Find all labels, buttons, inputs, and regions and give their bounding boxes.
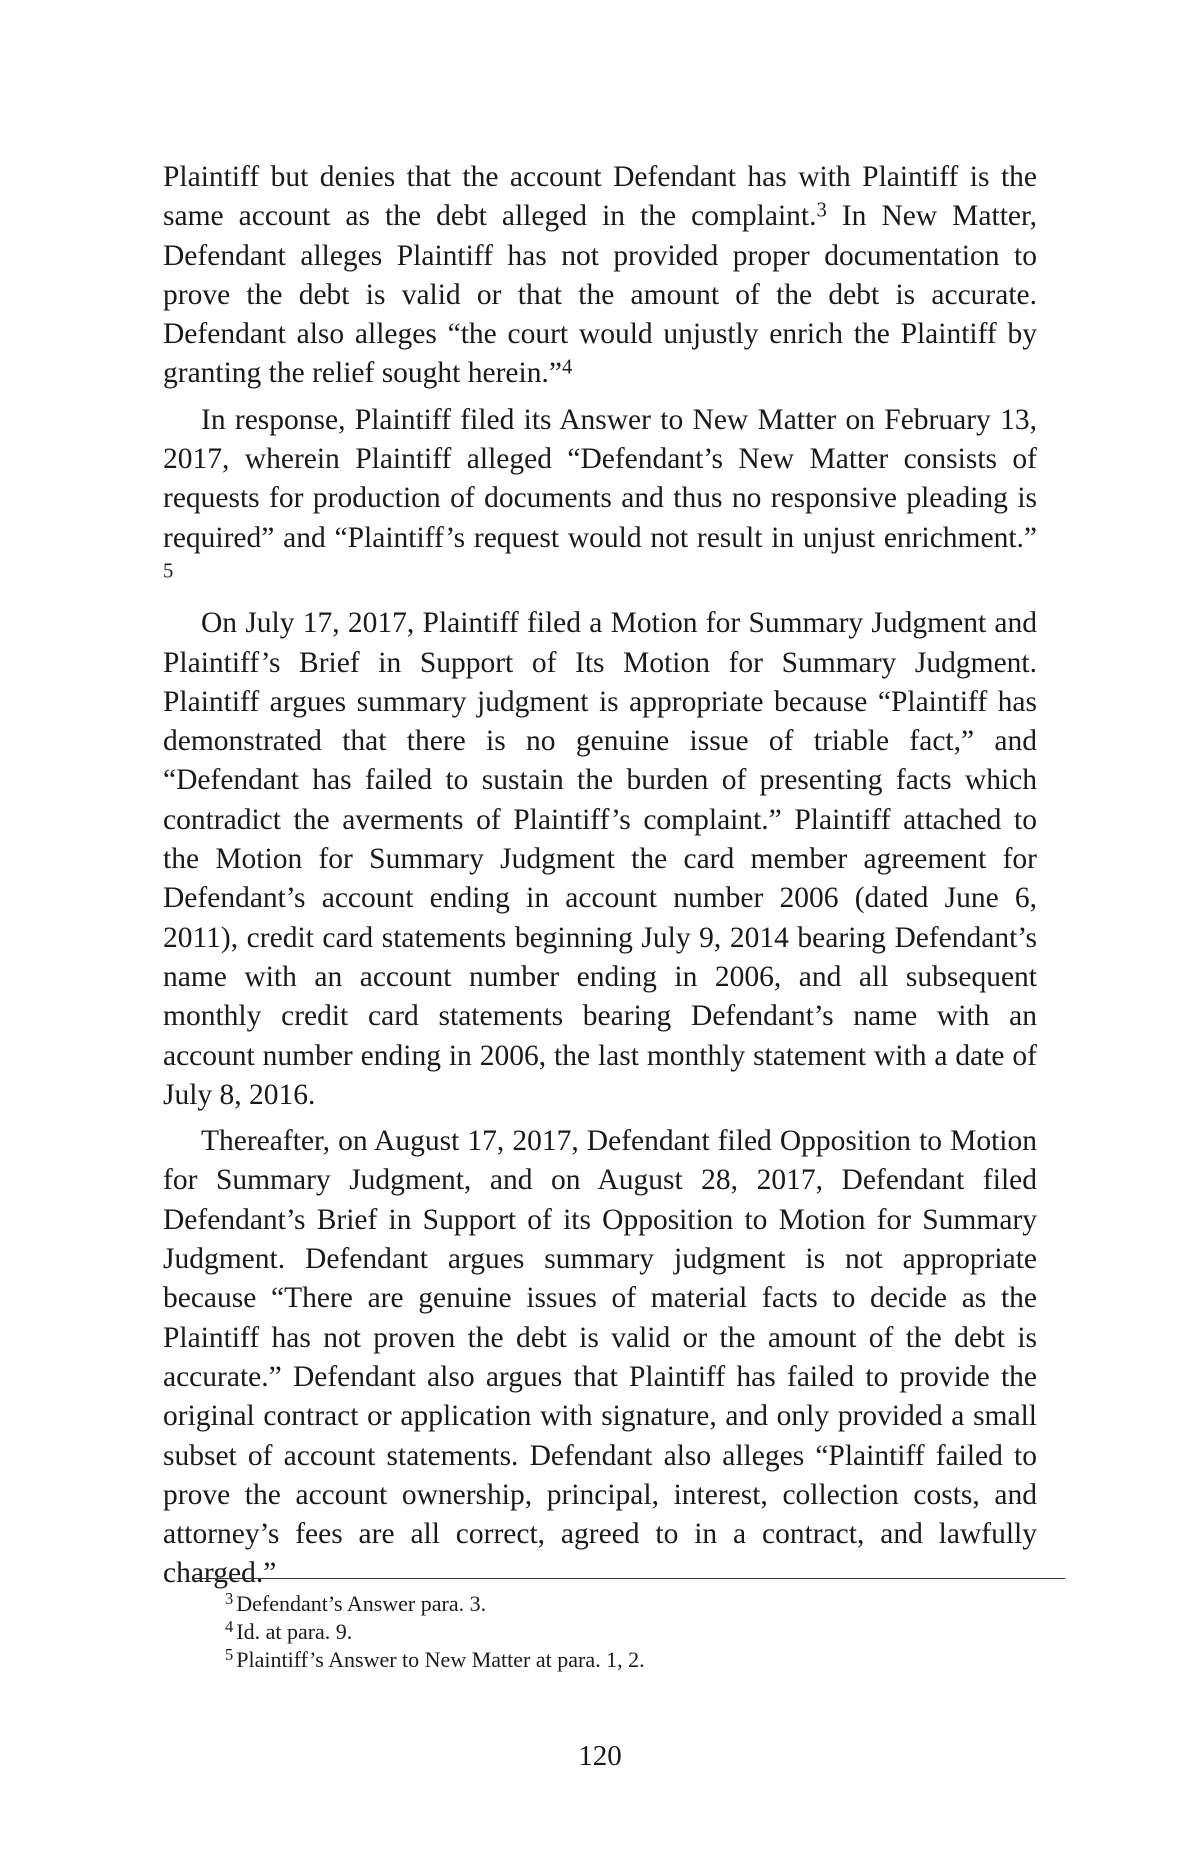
- footnote-number: 5: [225, 1645, 234, 1665]
- footnote: [225, 1618, 1055, 1646]
- paragraph-text: Thereafter, on August 17, 2017, Defendant filed Opposition to Motion for Summary Judgment, and on August 28, 2017, Defendant filed Defendant’s Brief in Support of its Opposition to Motion for Summary Judgment. Defendant argues summary judgment is not appropriate because “There are genuine issues of material facts to decide as the Plaintiff has not proven the debt is valid or the amount of the debt is accurate.” Defendant also argues that Plaintiff has failed to provide the original contract or application with signature, and only provided a small subset of account statements. Defendant also alleges “Plaintiff failed to prove the account ownership, principal, interest, collection costs, and attorney’s fees are all correct, agreed to in a contract, and lawfully charged.”: [163, 1125, 1037, 1590]
- footnote-reference: 3: [816, 199, 827, 222]
- page-number: 120: [578, 1740, 622, 1772]
- paragraph-text: In response, Plaintiff filed its Answer to New Matter on February 13, 2017, wherein Plaintiff alleged “Defendant’s New Matter consists of requests for production of documents and thus no responsive pleading is required” and “Plaintiff’s request would not result in unjust enrichment.”: [163, 403, 1037, 554]
- footnote-text: Plaintiff’s Answer to New Matter at para. 1, 2.: [236, 1647, 645, 1672]
- paragraph: [163, 401, 1037, 597]
- footnote-reference: 5: [163, 560, 174, 583]
- footnote: [225, 1590, 1055, 1618]
- footnote-text: Id. at para. 9.: [236, 1619, 353, 1644]
- paragraph-text: On July 17, 2017, Plaintiff filed a Motion for Summary Judgment and Plaintiff’s Brief in Support of Its Motion for Summary Judgment. Plaintiff argues summary judgment is appropriate because “Plaintiff has demonstrated that there is no genuine issue of triable fact,” and “Defendant has failed to sustain the burden of presenting facts which contradict the averments of Plaintiff’s complaint.” Plaintiff attached to the Motion for Summary Judgment the card member agreement for Defendant’s account ending in account number 2006 (dated June 6, 2011), credit card statements beginning July 9, 2014 bearing Defendant’s name with an account number ending in 2006, and all subsequent monthly credit card statements bearing Defendant’s name with an account number ending in 2006, the last monthly statement with a date of July 8, 2016.: [163, 607, 1037, 1111]
- paragraph: [163, 158, 1037, 394]
- footnote-text: Defendant’s Answer para. 3.: [236, 1591, 487, 1616]
- paragraph: [163, 604, 1037, 1115]
- footnote-number: 3: [225, 1589, 234, 1609]
- paragraph: [163, 1122, 1037, 1594]
- footnote-number: 4: [225, 1617, 234, 1637]
- paragraph-text: Plaintiff but denies that the account Defendant has with Plaintiff is the same account as the debt alleged in the complaint.: [163, 161, 1037, 233]
- footnote-divider: [192, 1578, 1065, 1579]
- footnote: [225, 1646, 1055, 1674]
- paragraph-text: In New Matter, Defendant alleges Plaintiff has not provided proper documentation to prove the debt is valid or that the amount of the debt is accurate. Defendant also alleges “the court would unjustly enrich the Plaintiff by granting the relief sought herein.”: [163, 200, 1037, 390]
- body-text: [163, 158, 1037, 1601]
- footnotes: [225, 1590, 1055, 1674]
- footnote-reference: 4: [561, 356, 573, 379]
